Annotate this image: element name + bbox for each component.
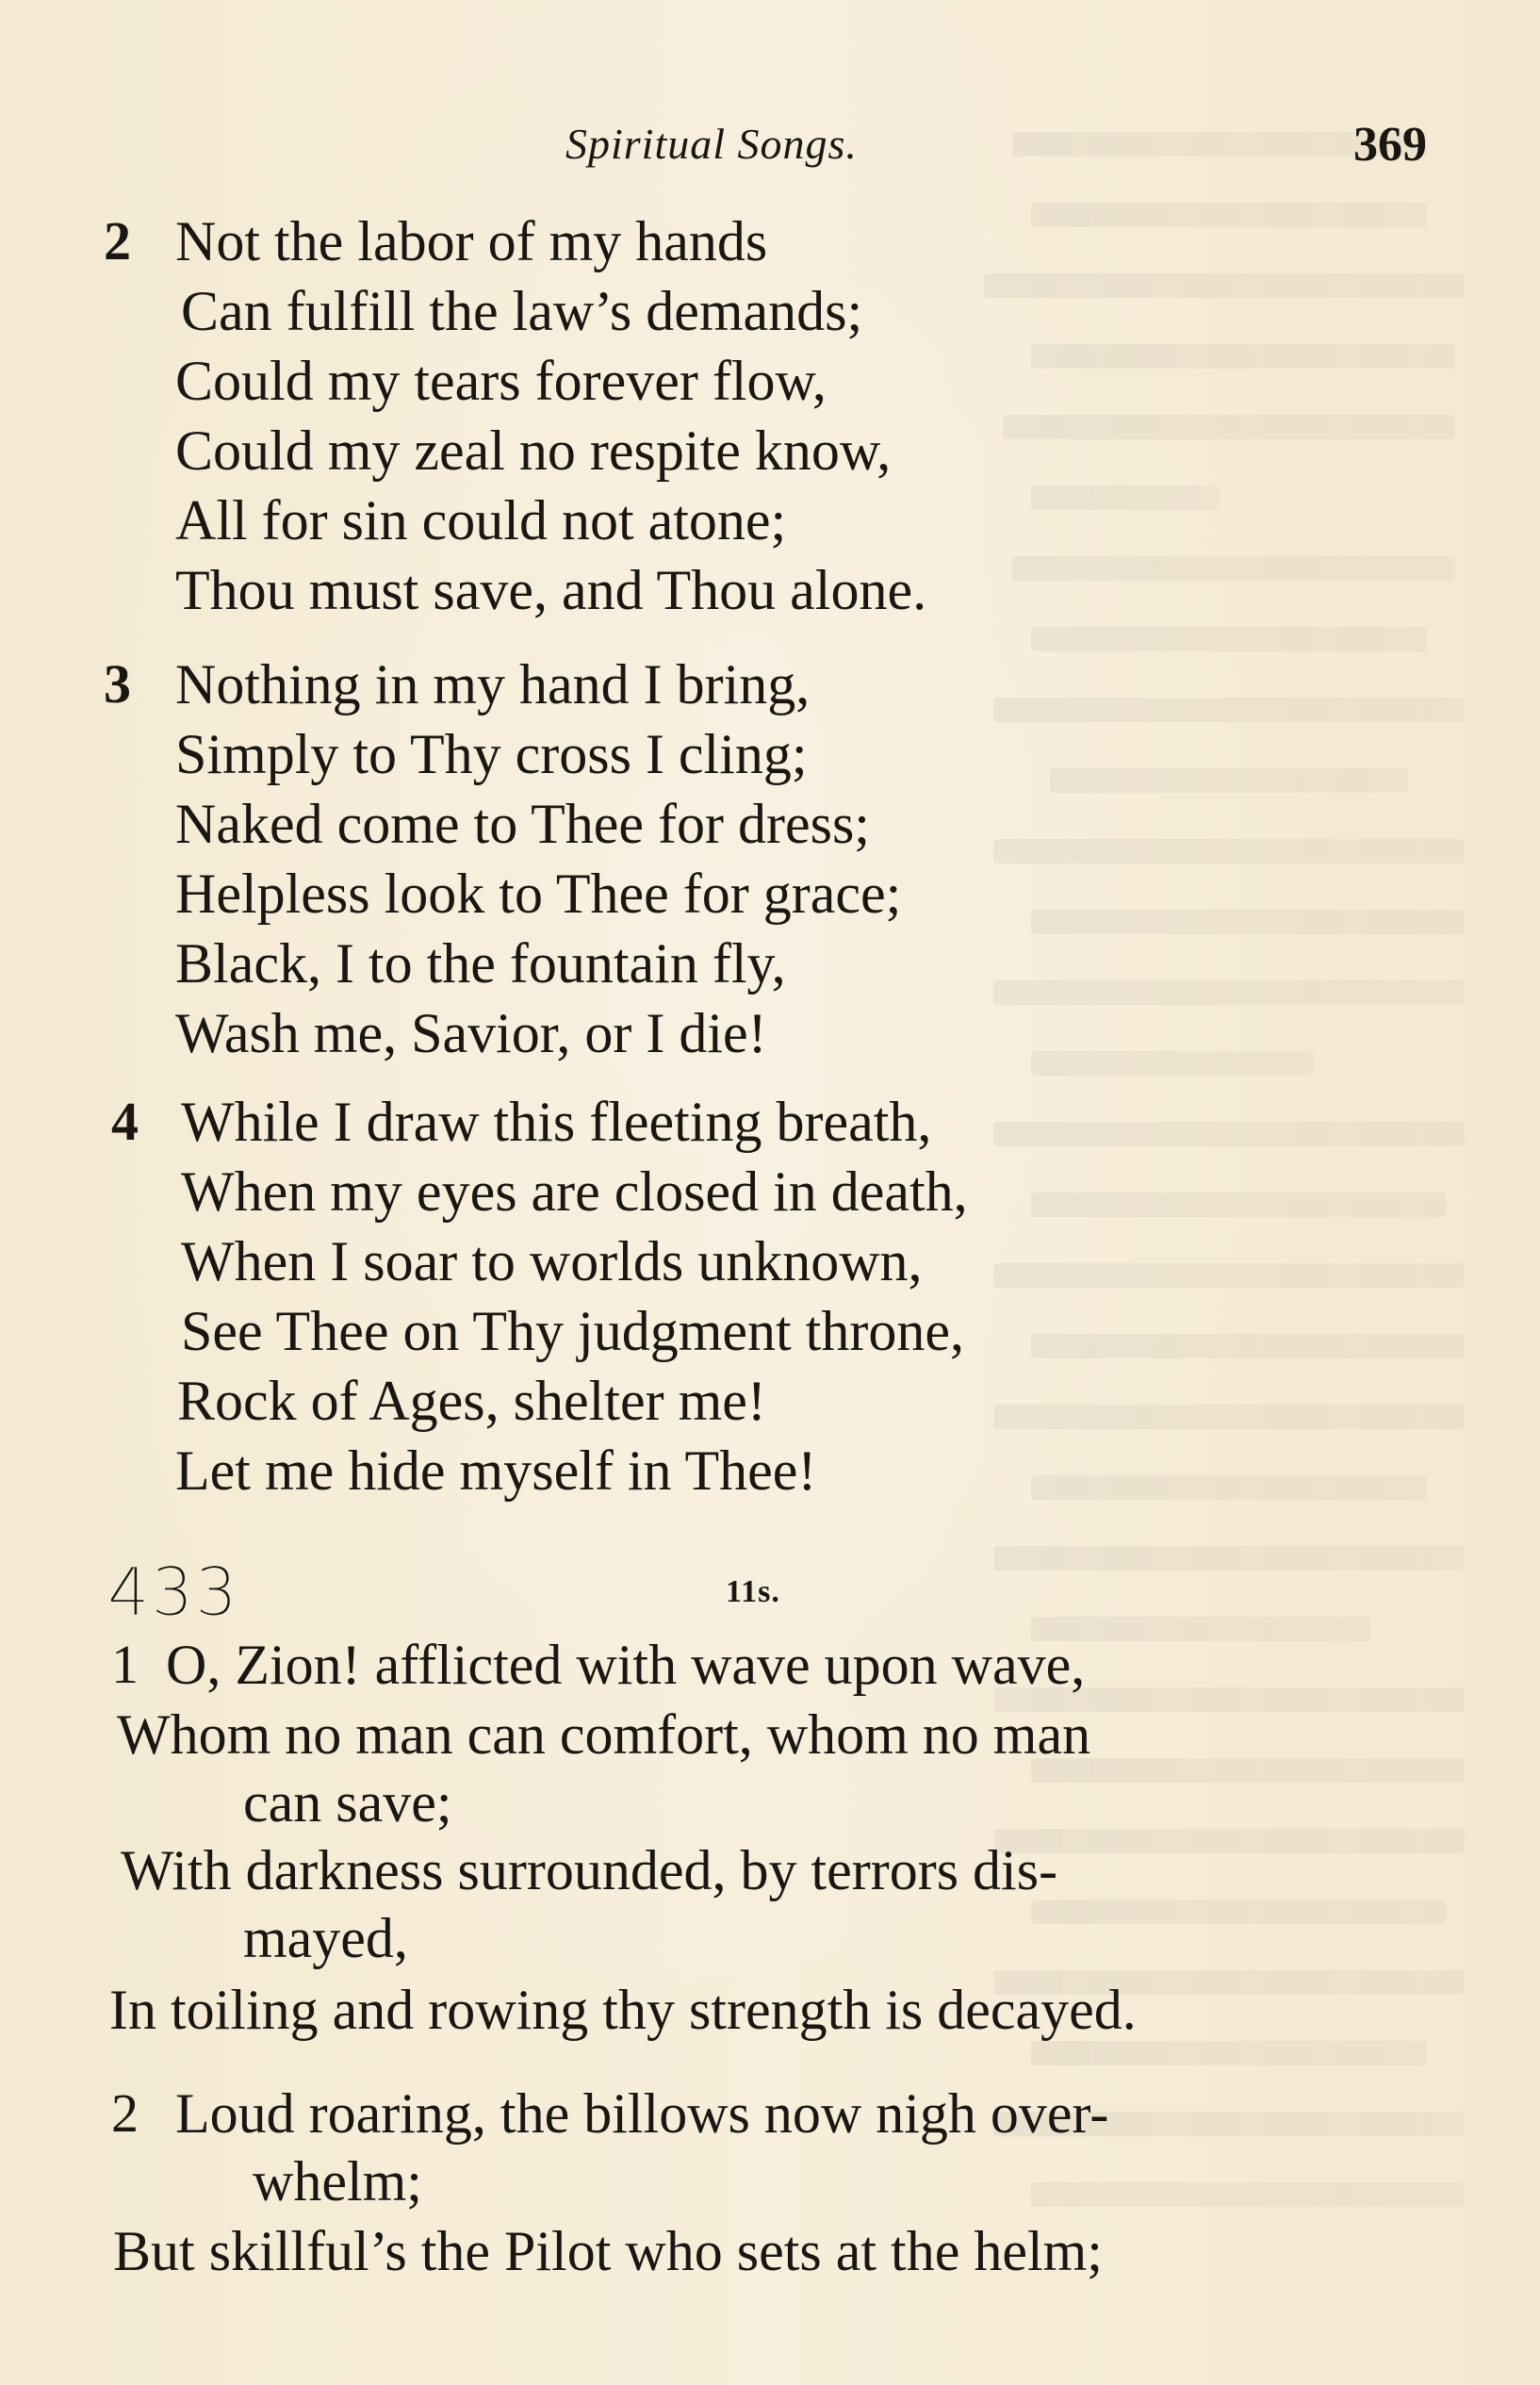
verse-line: When I soar to worlds unknown, bbox=[181, 1230, 923, 1292]
verse-line: whelm; bbox=[253, 2150, 422, 2212]
verse-line: Rock of Ages, shelter me! bbox=[177, 1370, 766, 1432]
page-number: 369 bbox=[1353, 118, 1427, 172]
hymn-number: 433 bbox=[107, 1554, 239, 1631]
hymn-heading bbox=[0, 1554, 1540, 1629]
verse-line: When my eyes are closed in death, bbox=[181, 1160, 968, 1223]
verse-line: Whom no man can comfort, whom no man bbox=[117, 1703, 1091, 1766]
verse-line: can save; bbox=[243, 1771, 452, 1834]
verse-line: Black, I to the fountain fly, bbox=[175, 932, 786, 995]
verse-line: Thou must save, and Thou alone. bbox=[175, 559, 927, 621]
verse-line: While I draw this fleeting breath, bbox=[181, 1091, 932, 1153]
verse-line: But skillful’s the Pilot who sets at the helm; bbox=[113, 2220, 1103, 2282]
running-title: Spiritual Songs. bbox=[565, 120, 858, 168]
verse-line: Naked come to Thee for dress; bbox=[175, 793, 870, 855]
reverse-page-bleed-through bbox=[975, 113, 1483, 2281]
verse-line: Nothing in my hand I bring, bbox=[175, 653, 811, 716]
verse-number: 2 bbox=[104, 210, 131, 271]
verse-line: Helpless look to Thee for grace; bbox=[175, 863, 902, 925]
verse-line: Could my tears forever flow, bbox=[175, 350, 827, 412]
verse-number: 2 bbox=[111, 2082, 139, 2144]
verse-line: Not the labor of my hands bbox=[175, 210, 768, 272]
verse-line: Simply to Thy cross I cling; bbox=[175, 723, 808, 785]
verse-line: Loud roaring, the billows now nigh over- bbox=[175, 2082, 1109, 2145]
verse-number: 4 bbox=[111, 1091, 139, 1152]
verse-line: Can fulfill the law’s demands; bbox=[181, 280, 863, 342]
verse-line: Let me hide myself in Thee! bbox=[175, 1439, 817, 1502]
verse-line: Wash me, Savior, or I die! bbox=[175, 1002, 767, 1064]
verse-line: See Thee on Thy judgment throne, bbox=[181, 1300, 964, 1362]
verse-line: O, Zion! afflicted with wave upon wave, bbox=[166, 1634, 1086, 1696]
verse-line: mayed, bbox=[243, 1907, 408, 1969]
verse-number: 3 bbox=[104, 653, 131, 715]
hymn-meter: 11s. bbox=[726, 1574, 780, 1609]
verse-line: All for sin could not atone; bbox=[175, 489, 787, 551]
verse-number: 1 bbox=[111, 1634, 139, 1695]
verse-line: In toiling and rowing thy strength is decayed. bbox=[109, 1979, 1137, 2041]
page-header bbox=[0, 111, 1540, 172]
verse-line: Could my zeal no respite know, bbox=[175, 419, 892, 482]
verse-line: With darkness surrounded, by terrors dis- bbox=[121, 1839, 1058, 1901]
